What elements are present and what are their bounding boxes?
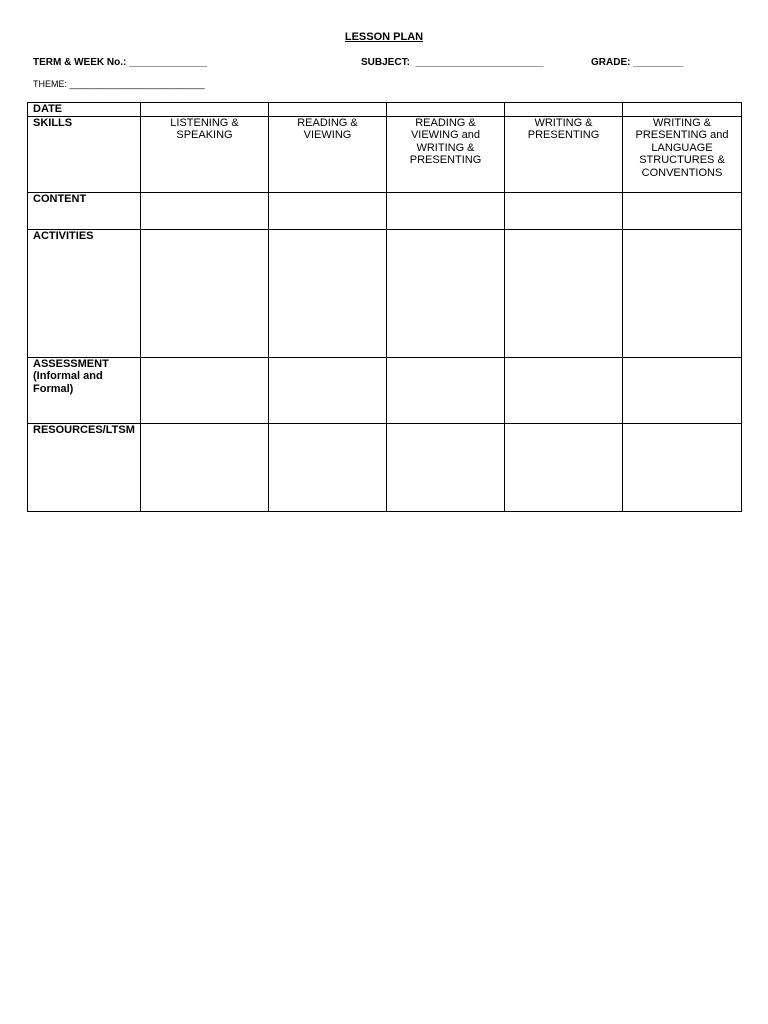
content-cell[interactable] [387, 192, 505, 229]
skill-listening-speaking: LISTENING & SPEAKING [141, 116, 269, 192]
assessment-cell[interactable] [505, 357, 623, 423]
skill-writing-presenting: WRITING & PRESENTING [505, 116, 623, 192]
skill-reading-viewing: READING & VIEWING [269, 116, 387, 192]
content-label: CONTENT [28, 192, 141, 229]
skill-reading-writing: READING & VIEWING and WRITING & PRESENTING [387, 116, 505, 192]
assessment-cell[interactable] [269, 357, 387, 423]
skills-row [28, 116, 742, 192]
activities-cell[interactable] [269, 229, 387, 357]
activities-row [28, 229, 742, 357]
content-cell[interactable] [505, 192, 623, 229]
activities-cell[interactable] [623, 229, 742, 357]
term-week-field: TERM & WEEK No.: ______________ [33, 57, 207, 68]
date-row [28, 103, 742, 117]
date-cell[interactable] [141, 103, 269, 117]
resources-label: RESOURCES/LTSM [28, 423, 141, 511]
assessment-row [28, 357, 742, 423]
assessment-label: ASSESSMENT (Informal and Formal) [28, 357, 141, 423]
assessment-cell[interactable] [141, 357, 269, 423]
content-cell[interactable] [269, 192, 387, 229]
content-cell[interactable] [141, 192, 269, 229]
date-cell[interactable] [387, 103, 505, 117]
grade-field: GRADE: _________ [591, 57, 684, 68]
skill-writing-language: WRITING & PRESENTING and LANGUAGE STRUCTURES & CONVENTIONS [623, 116, 742, 192]
page-title: LESSON PLAN [344, 31, 424, 43]
skills-label: SKILLS [28, 116, 141, 192]
activities-cell[interactable] [505, 229, 623, 357]
resources-cell[interactable] [269, 423, 387, 511]
date-cell[interactable] [623, 103, 742, 117]
resources-cell[interactable] [505, 423, 623, 511]
lesson-plan-table [27, 102, 742, 512]
activities-label: ACTIVITIES [28, 229, 141, 357]
date-cell[interactable] [269, 103, 387, 117]
activities-cell[interactable] [141, 229, 269, 357]
subject-field: SUBJECT: _______________________ [361, 57, 544, 68]
resources-cell[interactable] [623, 423, 742, 511]
theme-field: THEME: ___________________________ [33, 79, 205, 89]
resources-cell[interactable] [141, 423, 269, 511]
content-cell[interactable] [623, 192, 742, 229]
date-label: DATE [28, 103, 141, 117]
date-cell[interactable] [505, 103, 623, 117]
content-row [28, 192, 742, 229]
assessment-cell[interactable] [387, 357, 505, 423]
activities-cell[interactable] [387, 229, 505, 357]
resources-row [28, 423, 742, 511]
assessment-cell[interactable] [623, 357, 742, 423]
resources-cell[interactable] [387, 423, 505, 511]
